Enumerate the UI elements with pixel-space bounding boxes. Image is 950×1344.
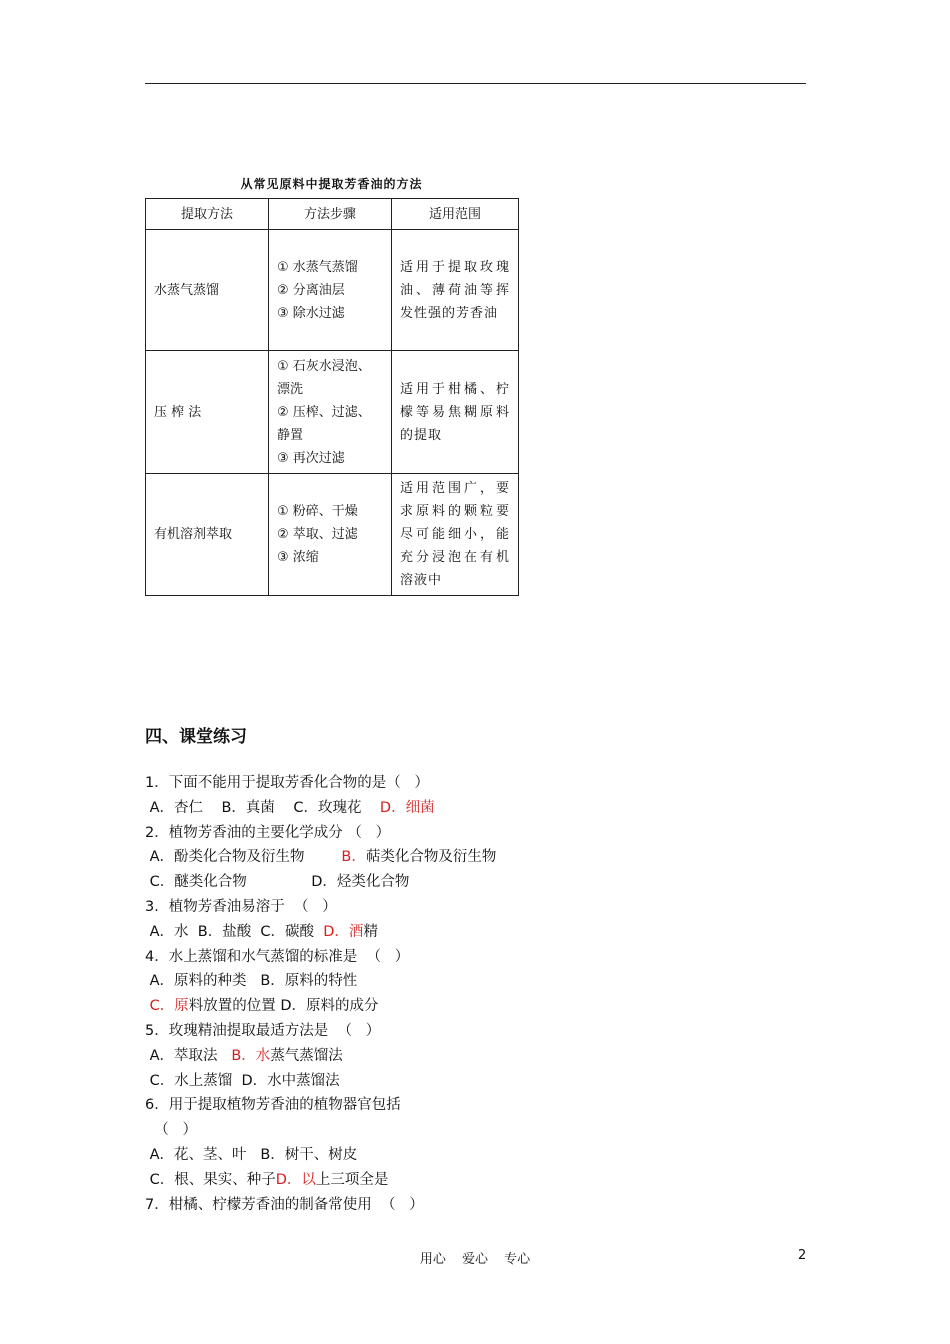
answer-mark: D．以 [275,1171,316,1188]
answer-mark: D．酒 [323,923,364,940]
step: ② 压榨、过滤、静置 [277,404,371,443]
exercise-line: 2．植物芳香油的主要化学成分 （ ） [145,824,391,841]
exercise-line: A．水 B．盐酸 C．碳酸 D．酒精 [145,923,378,940]
row-steps [269,230,392,351]
page-footer: 用心 爱心 专心 [419,1252,531,1267]
exercise-line: 7．柑橘、柠檬芳香油的制备常使用 （ ） [145,1196,424,1213]
answer-mark: C．原 [149,998,189,1015]
exercise-line: A．萃取法 B．水蒸气蒸馏法 [145,1047,343,1064]
step: ① 粉碎、干燥 [277,504,358,519]
exercise-list [145,771,805,1217]
step: ① 水蒸气蒸馏 [277,259,358,275]
row-method: 水蒸气蒸馏 [146,230,269,351]
step: ③ 再次过滤 [277,450,345,466]
exercise-line: 4．水上蒸馏和水气蒸馏的标准是 （ ） [145,948,410,965]
table-title: 从常见原料中提取芳香油的方法 [240,177,423,191]
exercise-line: C．原料放置的位置 D．原料的成分 [149,998,379,1015]
exercise-line: 3．植物芳香油易溶于 （ ） [145,898,337,915]
exercise-line: A．花、茎、叶 B．树干、树皮 [145,1146,358,1163]
exercise-line: （ ） [145,1122,198,1139]
page-number: 2 [798,1248,807,1263]
step: ③ 浓缩 [277,550,319,565]
table-row [146,351,519,474]
row-steps [269,351,392,474]
methods-table [145,198,519,596]
step: ① 石灰水浸泡、漂洗 [277,358,371,397]
header-steps: 方法步骤 [269,199,392,230]
exercise-line: A．杏仁 B．真菌 C．玫瑰花 D．细菌 [145,799,435,816]
row-method: 有机溶剂萃取 [146,474,269,596]
table-row [146,230,519,351]
table-header-row [146,199,519,230]
step: ③ 除水过滤 [277,305,345,321]
step: ② 分离油层 [277,282,345,298]
exercise-line: 6．用于提取植物芳香油的植物器官包括 [145,1097,401,1114]
row-steps [269,474,392,596]
row-scope: 适用于柑橘、柠檬等易焦糊原料的提取 [392,351,519,474]
table-row [146,474,519,596]
exercise-line: 5．玫瑰精油提取最适方法是 （ ） [145,1022,381,1039]
exercise-line: C．根、果实、种子D．以上三项全是 [145,1171,389,1188]
exercise-line: 1．下面不能用于提取芳香化合物的是（ ） [145,775,430,791]
exercise-line: C．水上蒸馏 D．水中蒸馏法 [145,1072,340,1089]
exercise-line: C．醚类化合物 D．烃类化合物 [145,874,410,891]
answer-mark: B． [341,849,366,866]
row-method: 压 榨 法 [146,351,269,474]
answer-mark: D．细菌 [379,799,435,816]
exercise-line: A．酚类化合物及衍生物 B．萜类化合物及衍生物 [145,849,497,866]
step: ② 萃取、过滤 [277,527,358,542]
methods-table-block [145,170,518,596]
answer-mark: B．水 [231,1047,271,1064]
header-method: 提取方法 [146,199,269,230]
row-scope: 适用于提取玫瑰油、薄荷油等挥发性强的芳香油 [392,230,519,351]
header-rule [145,83,806,84]
exercise-line: A．原料的种类 B．原料的特性 [145,973,358,990]
header-scope: 适用范围 [392,199,519,230]
section-title: 四、课堂练习 [145,727,247,747]
row-scope: 适用范围广，要求原料的颗粒要尽可能细小，能充分浸泡在有机溶液中 [392,474,519,596]
